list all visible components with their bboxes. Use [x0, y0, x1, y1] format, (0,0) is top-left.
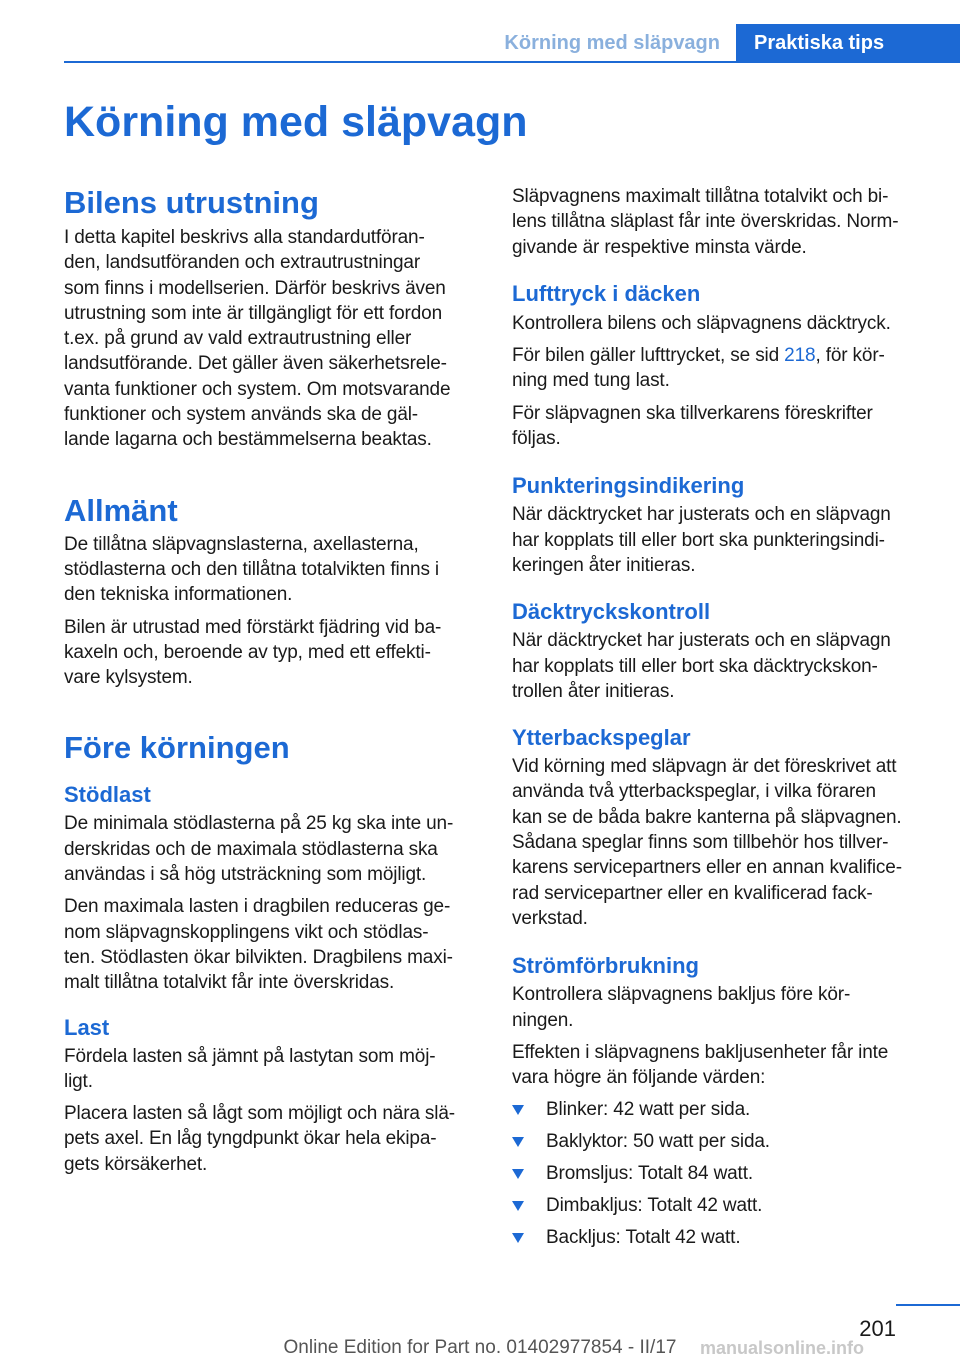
text-line: lande lagarna och bestämmelserna beaktas.: [64, 429, 432, 451]
left-column: [64, 184, 480, 1177]
paragraph-speglar: [512, 754, 928, 931]
text-line: ningen.: [512, 1009, 574, 1031]
text-line: ligt.: [64, 1070, 93, 1092]
text-line: I detta kapitel beskrivs alla standardutföran-: [64, 227, 425, 248]
text-line: De minimala stödlasterna på 25 kg ska inte un-: [64, 813, 454, 835]
text-line: pets axel. En låg tyngdpunkt ökar hela ekipa-: [64, 1128, 437, 1150]
text-line: trollen åter initieras.: [512, 680, 675, 702]
text-line: den tekniska informationen.: [64, 584, 293, 606]
text-line: gets körsäkerhet.: [64, 1153, 208, 1175]
text-line: derskridas och de maximala stödlasterna ska: [64, 838, 438, 860]
paragraph-last-2: [64, 1101, 480, 1177]
text-line: följas.: [512, 428, 561, 450]
paragraph-stodlast-2: [64, 894, 480, 995]
edition-line: Online Edition for Part no. 01402977854 - II/17: [283, 1337, 677, 1358]
text-line: Vid körning med släpvagn är det föreskrivet att: [512, 756, 897, 778]
text-line: malt tillåtna totalvikt får inte överskridas.: [64, 972, 395, 994]
text-line: Den maximala lasten i dragbilen reduceras ge-: [64, 896, 451, 918]
text-line: utrustning som inte är tillgängligt för ett fordon: [64, 302, 442, 324]
text-line: den, landsutföranden och extrautrustningar: [64, 252, 420, 274]
list-item-text: Backljus: Totalt 42 watt.: [546, 1227, 741, 1249]
list-item: [512, 1161, 928, 1186]
text-line: stödlasterna och den tillåtna totalvikten finns i: [64, 558, 439, 580]
text-line: För släpvagnen ska tillverkarens föreskrifter: [512, 402, 873, 424]
list-item-text: Baklyktor: 50 watt per sida.: [546, 1131, 770, 1153]
paragraph-lufttryck-1: Kontrollera bilens och släpvagnens däcktryck.: [512, 312, 891, 334]
text-line: använda två ytterbackspeglar, i vilka föraren: [512, 781, 876, 803]
heading-stromforbrukning: Strömförbrukning: [512, 953, 699, 979]
text-line: När däcktrycket har justerats och en släpvagn: [512, 630, 891, 652]
text-line: [512, 343, 928, 368]
heading-lufttryck: Lufttryck i däcken: [512, 280, 701, 306]
list-item: [512, 1129, 928, 1154]
text-line: nom släpvagnskopplingens vikt och stödlas-: [64, 921, 429, 943]
list-item: [512, 1097, 928, 1122]
text-line: har kopplats till eller bort ska punkteringsindi-: [512, 529, 885, 551]
triangle-bullet-icon: [512, 1169, 524, 1179]
footer-divider: [896, 1304, 960, 1306]
paragraph-stodlast-1: [64, 811, 480, 887]
triangle-bullet-icon: [512, 1105, 524, 1115]
text-line: Placera lasten så lågt som möjligt och nära slä-: [64, 1103, 455, 1125]
text-line: Sådana speglar finns som tillbehör hos tillver-: [512, 832, 889, 854]
list-item: [512, 1225, 928, 1250]
text-line: har kopplats till eller bort ska däcktryckskon-: [512, 655, 878, 677]
page-number: 201: [859, 1316, 896, 1341]
text-line: keringen åter initieras.: [512, 554, 696, 576]
text-line: De tillåtna släpvagnslasterna, axellasterna,: [64, 533, 419, 555]
paragraph-strom-1: [512, 982, 928, 1033]
text-line: landsutförande. Det gäller även säkerhetsrele-: [64, 353, 447, 375]
page-title: Körning med släpvagn: [64, 98, 528, 146]
heading-punkteringsindikering: Punkteringsindikering: [512, 473, 745, 499]
text-line: När däcktrycket har justerats och en släpvagn: [512, 504, 891, 526]
right-column: [512, 184, 928, 1251]
text-line: Bilen är utrustad med förstärkt fjädring vid ba-: [64, 616, 442, 638]
text-line: ten. Stödlasten ökar bilvikten. Dragbilens maxi-: [64, 946, 453, 968]
text-line: kaxeln och, beroende av typ, med ett effekti-: [64, 641, 431, 663]
text-line: funktioner och system används ska de gäl-: [64, 404, 418, 426]
heading-bilens-utrustning: Bilens utrustning: [64, 185, 319, 220]
text-line: givande är respektive minsta värde.: [512, 236, 807, 258]
paragraph-dacktryck: [512, 628, 928, 704]
list-item-text: Dimbakljus: Totalt 42 watt.: [546, 1195, 763, 1217]
paragraph-allmant-1: [64, 532, 480, 608]
text-line: Fördela lasten så jämnt på lastytan som möj-: [64, 1045, 436, 1067]
page-reference-link[interactable]: 218: [784, 345, 816, 367]
text-span: För bilen gäller lufttrycket, se sid: [512, 345, 785, 367]
paragraph-last-1: [64, 1044, 480, 1095]
paragraph-bilens-utrustning: [64, 225, 480, 453]
paragraph-allmant-2: [64, 615, 480, 691]
text-line: kan se de båda bakre kanterna på släpvagnen.: [512, 806, 902, 828]
text-line: rad servicepartner eller en kvalificerad fack-: [512, 882, 873, 904]
heading-fore-korningen: Före körningen: [64, 730, 290, 766]
list-item-text: Bromsljus: Totalt 84 watt.: [546, 1163, 753, 1185]
heading-stodlast: Stödlast: [64, 782, 151, 808]
text-line: vare kylsystem.: [64, 667, 193, 689]
text-line: karens servicepartners eller en annan kvalifice-: [512, 857, 902, 879]
triangle-bullet-icon: [512, 1201, 524, 1211]
text-line: Effekten i släpvagnens bakljusenheter får inte: [512, 1041, 889, 1063]
list-item: [512, 1193, 928, 1218]
paragraph-lufttryck-2: [512, 343, 928, 394]
text-line: som finns i modellserien. Därför beskrivs även: [64, 277, 446, 299]
heading-allmant: Allmänt: [64, 492, 178, 528]
paragraph-lufttryck-3: [512, 401, 928, 452]
bullet-list: [512, 1097, 928, 1250]
text-line: användas i så hög utsträckning som möjligt.: [64, 864, 427, 886]
text-line: Släpvagnens maximalt tillåtna totalvikt och bi-: [512, 186, 889, 207]
header-divider: [64, 61, 960, 63]
paragraph-punktering: [512, 502, 928, 578]
paragraph-intro: [512, 184, 928, 260]
header-section-title: Körning med släpvagn: [504, 32, 720, 54]
watermark: manualsonline.info: [700, 1338, 865, 1358]
triangle-bullet-icon: [512, 1233, 524, 1243]
paragraph-strom-2: [512, 1040, 928, 1091]
list-item-text: Blinker: 42 watt per sida.: [546, 1099, 751, 1121]
heading-dacktryckskontroll: Däcktryckskontroll: [512, 599, 711, 625]
text-line: vara högre än följande värden:: [512, 1067, 766, 1089]
text-line: t.ex. på grund av vald extrautrustning eller: [64, 328, 412, 350]
text-line: ning med tung last.: [512, 370, 670, 392]
text-line: Kontrollera släpvagnens bakljus före kör-: [512, 984, 851, 1006]
heading-last: Last: [64, 1014, 110, 1040]
text-line: lens tillåtna släplast får inte överskridas. Norm-: [512, 211, 899, 233]
triangle-bullet-icon: [512, 1137, 524, 1147]
text-line: vanta funktioner och system. Om motsvarande: [64, 378, 451, 400]
text-span: , för kör-: [815, 345, 885, 367]
text-line: verkstad.: [512, 907, 588, 929]
heading-ytterbackspeglar: Ytterbackspeglar: [512, 725, 691, 751]
header-chapter-tab[interactable]: Praktiska tips: [736, 24, 960, 62]
